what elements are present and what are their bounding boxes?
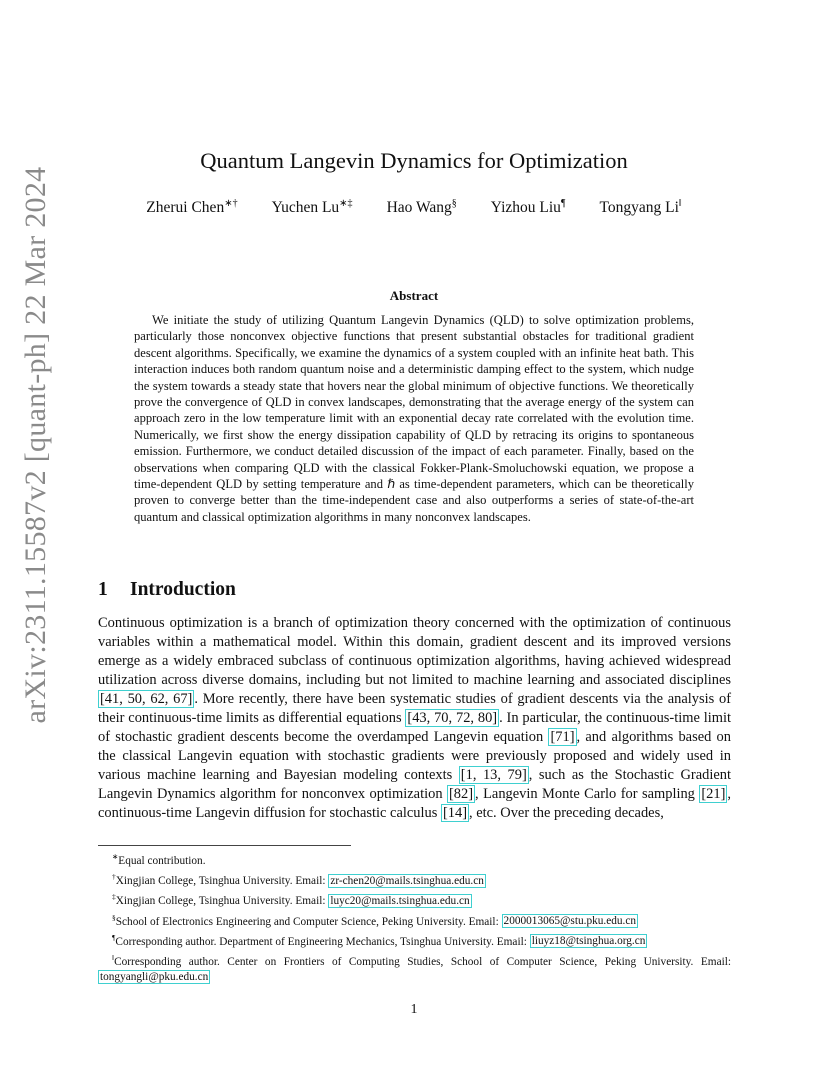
author-marks: ‖	[678, 198, 682, 209]
footnote	[98, 869, 731, 889]
footnote-text: Equal contribution.	[118, 854, 206, 867]
footnote	[98, 910, 731, 930]
footnote-mark: ∗	[112, 852, 119, 861]
author-marks: ∗‡	[339, 198, 353, 209]
author	[272, 198, 353, 217]
text-run: , Langevin Monte Carlo for sampling	[475, 786, 700, 803]
author	[146, 198, 237, 217]
abstract-text: We initiate the study of utilizing Quantum Langevin Dynamics (QLD) to solve optimization problems, particularly those nonconvex objective functions that present substantial obstacles for traditional gradient descent algorithms. Specifically, we examine the dynamics of a system coupled with an infinite heat bath. This interaction induces both random quantum noise and a deterministic damping effect to the system, which nudge the system towards a steady state that hovers near the global minimum of objective functions. We theoretically prove the convergence of QLD in convex landscapes, demonstrating that the average energy of the system can approach zero in the low temperature limit with an exponential decay rate correlated with the evolution time. Numerically, we first show the energy dissipation capability of QLD by retracing its origins to spontaneous emission. Furthermore, we conduct detailed discussion of the impact of each parameter. Finally, based on the observations when comparing QLD with the classical Fokker-Plank-Smoluchowski equation, we propose a time-dependent QLD by setting temperature and ℏ as time-dependent parameters, which can be theoretically proven to converge better than the time-independent case and also outperforms a series of state-of-the-art quantum and classical optimization algorithms in many nonconvex landscapes.	[134, 313, 694, 524]
citation-link[interactable]: [71]	[550, 729, 575, 746]
email-link[interactable]: 2000013065@stu.pku.edu.cn	[503, 915, 637, 928]
text-run: , such as the Stochastic Gradient Langevin Dynamics algorithm for nonconvex optimization	[98, 767, 731, 803]
page-number: 1	[410, 1002, 418, 1017]
footnote-text: Corresponding author. Center on Frontiers of Computing Studies, School of Computer Science, Peking University. Email:	[114, 955, 731, 968]
footnote-text: Xingjian College, Tsinghua University. Email:	[115, 895, 329, 908]
text-run: , continuous-time Langevin diffusion for stochastic calculus	[98, 786, 732, 822]
email-link[interactable]: tongyangli@pku.edu.cn	[100, 971, 209, 984]
email-link[interactable]: luyc20@mails.tsinghua.edu.cn	[330, 895, 470, 908]
text-run: . In particular, the continuous-time limit of stochastic gradient descents become the overdamped Langevin equation	[98, 710, 731, 746]
footnote-text: School of Electronics Engineering and Computer Science, Peking University. Email:	[115, 915, 502, 928]
footnote-rule	[98, 845, 351, 846]
author-name: Zherui Chen	[146, 199, 225, 217]
footnote	[98, 889, 731, 909]
intro-paragraph	[98, 614, 731, 824]
footnotes	[98, 849, 731, 985]
footnote	[98, 930, 731, 950]
section-title: Introduction	[130, 579, 236, 600]
author	[387, 198, 457, 217]
footnote-mark: ‡	[112, 892, 116, 902]
citation-link[interactable]: [1, 13, 79]	[460, 767, 527, 784]
footnote-text: Xingjian College, Tsinghua University. Email:	[115, 874, 329, 887]
abstract-heading: Abstract	[389, 288, 439, 303]
author	[491, 198, 566, 217]
citation-link[interactable]: [21]	[701, 786, 726, 803]
author-marks: §	[451, 198, 457, 209]
text-run: . More recently, there have been systematic studies of gradient descents via the analysis of their continuous-time limits as differential equations	[98, 691, 731, 727]
arxiv-stamp-text: arXiv:2311.15587v2 [quant-ph] 22 Mar 2024	[19, 166, 52, 724]
citation-link[interactable]: [41, 50, 62, 67]	[100, 691, 193, 708]
author-name: Yizhou Liu	[490, 199, 561, 217]
footnote-mark: †	[112, 872, 116, 882]
text-run: Continuous optimization is a branch of optimization theory concerned with the optimization of continuous variables within a mathematical model. Within this domain, gradient descent and its improved versions emerge as a widely embraced subclass of continuous optimization algorithms, having achieved widespread utilization across diverse domains, including but not limited to machine learning and associated disciplines	[98, 615, 731, 689]
author-marks: ¶	[560, 198, 566, 209]
author-name: Yuchen Lu	[271, 199, 340, 217]
paper-title: Quantum Langevin Dynamics for Optimization	[200, 148, 628, 173]
author-name: Hao Wang	[386, 199, 452, 217]
footnote-text: Corresponding author. Department of Engineering Mechanics, Tsinghua University. Email:	[115, 935, 530, 948]
email-link[interactable]: liuyz18@tsinghua.org.cn	[531, 935, 646, 948]
section-number: 1	[98, 579, 108, 600]
citation-link[interactable]: [43, 70, 72, 80]	[407, 710, 498, 727]
arxiv-stamp	[12, 166, 60, 724]
author-name: Tongyang Li	[599, 199, 679, 217]
text-run: , etc. Over the preceding decades,	[469, 805, 664, 822]
email-link[interactable]: zr-chen20@mails.tsinghua.edu.cn	[330, 874, 484, 887]
footnote-mark: ‖	[112, 952, 115, 962]
footnote-mark: ¶	[112, 932, 116, 942]
citation-link[interactable]: [82]	[448, 786, 474, 803]
footnote-mark: §	[112, 912, 116, 922]
citation-link[interactable]: [14]	[442, 805, 468, 822]
footnote	[98, 950, 731, 986]
author-list	[0, 198, 828, 217]
footnote	[98, 849, 731, 869]
author-marks: ∗†	[224, 198, 238, 209]
text-run: , and algorithms based on the classical Langevin equation with stochastic gradients were previously proposed and widely used in various machine learning and Bayesian modeling contexts	[98, 729, 731, 784]
author	[599, 198, 681, 217]
section-heading	[98, 579, 236, 601]
